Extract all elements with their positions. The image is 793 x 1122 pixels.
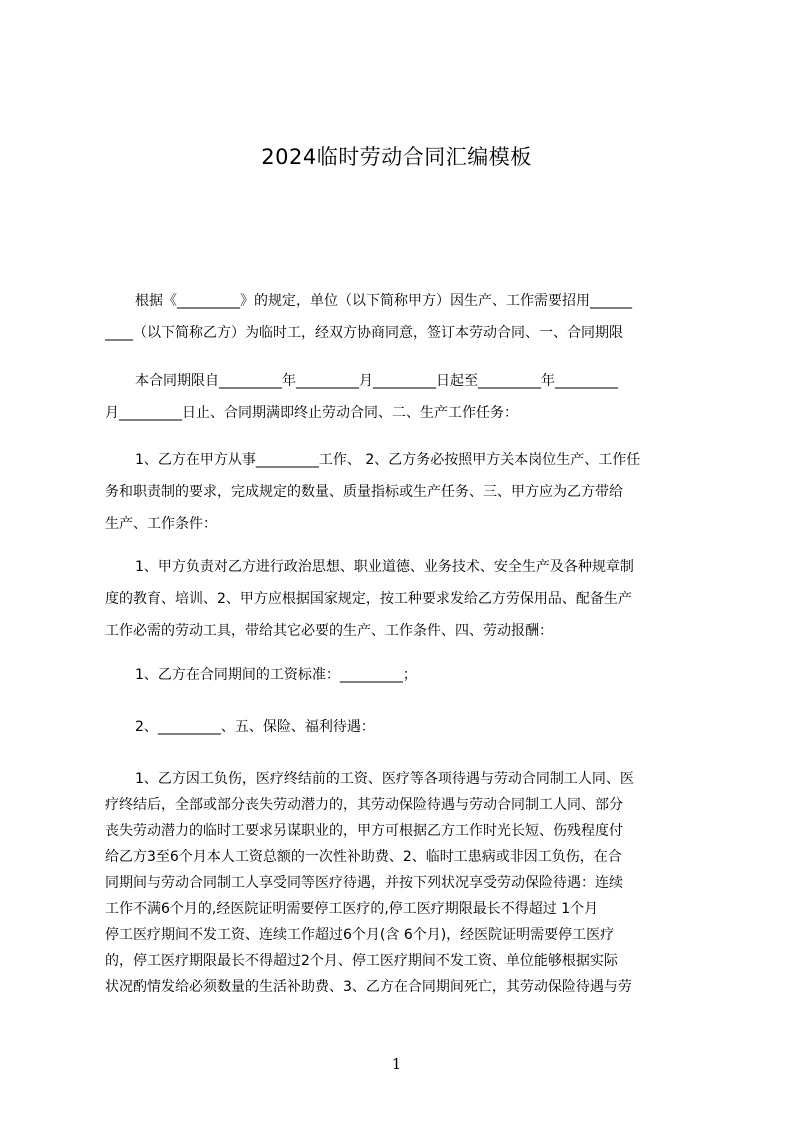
text-line: 同期间与劳动合同制工人享受同等医疗待遇，并按下列状况享受劳动保险待遇：连续 — [105, 875, 623, 891]
text-line: 工作不满6个月的,经医院证明需要停工医疗的,停工医疗期限最长不得超过 1个月 — [105, 901, 599, 917]
paragraph-1 — [105, 285, 703, 349]
paragraph-3 — [105, 444, 703, 540]
text-line: 的，停工医疗期限最长不得超过2个月、停工医疗期间不发工资、单位能够根据实际 — [105, 953, 618, 969]
text-line: 给乙方3至6个月本人工资总额的一次性补助费、2、临时工患病或非因工负伤，在合 — [105, 849, 622, 865]
paragraph-7 — [105, 766, 703, 1000]
text-line: 疗终结后，全部或部分丧失劳动潜力的，其劳动保险待遇与劳动合同制工人同、部分 — [105, 797, 623, 813]
text-line: 丧失劳动潜力的临时工要求另谋职业的，甲方可根据乙方工作时光长短、伤残程度付 — [105, 823, 623, 839]
text-line: 1、甲方负责对乙方进行政治思想、职业道德、业务技术、安全生产及各种规章制 — [135, 559, 634, 575]
text-line: 本合同期限自_________年_________月_________日起至_________年_________ — [135, 373, 618, 389]
paragraph-4 — [105, 551, 703, 647]
text-line: 度的教育、培训、2、甲方应根据国家规定，按工种要求发给乙方劳保用品、配备生产 — [105, 591, 632, 607]
document-title: 2024临时劳动合同汇编模板 — [261, 145, 532, 169]
paragraph-5 — [105, 659, 703, 691]
text-line: 1、乙方因工负伤，医疗终结前的工资、医疗等各项待遇与劳动合同制工人同、医 — [135, 771, 634, 787]
text-line: 生产、工作条件： — [105, 516, 217, 532]
text-line: ____（以下简称乙方）为临时工，经双方协商同意，签订本劳动合同、一、合同期限 — [105, 325, 623, 341]
text-line: 根据《_________》的规定，单位（以下简称甲方）因生产、工作需要招用______ — [135, 293, 632, 309]
page-number: 1 — [391, 1055, 402, 1073]
paragraph-6 — [105, 711, 703, 743]
text-line: 务和职责制的要求，完成规定的数量、质量指标或生产任务、三、甲方应为乙方带给 — [105, 484, 623, 500]
text-line: 状况酌情发给必须数量的生活补助费、3、乙方在合同期间死亡，其劳动保险待遇与劳 — [105, 979, 632, 995]
paragraph-2 — [105, 365, 703, 429]
text-line: 1、乙方在合同期间的工资标准：_________； — [135, 667, 417, 683]
text-line: 工作必需的劳动工具，带给其它必要的生产、工作条件、四、劳动报酬： — [105, 623, 553, 639]
text-line: 1、乙方在甲方从事_________工作、 2、乙方务必按照甲方关本岗位生产、工作任 — [135, 452, 641, 468]
text-line: 月_________日止、合同期满即终止劳动合同、二、生产工作任务： — [105, 405, 518, 421]
text-line: 2、_________、五、保险、福利待遇： — [135, 719, 375, 735]
text-line: 停工医疗期间不发工资、连续工作超过6个月(含 6个月)，经医院证明需要停工医疗 — [105, 927, 615, 943]
